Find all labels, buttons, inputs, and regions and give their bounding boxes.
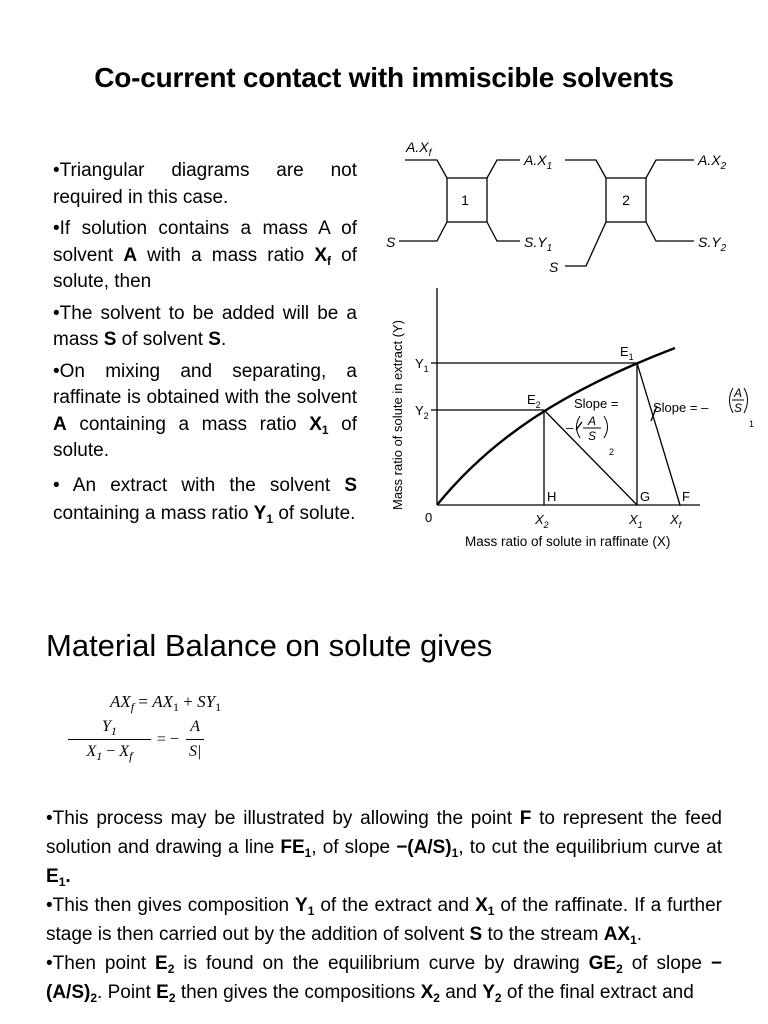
solvent-in-stream bbox=[399, 222, 447, 241]
bullet-text: Triangular diagrams are not required in this case. bbox=[53, 160, 357, 208]
paragraph: •This then gives composition $Y_1$ of the extract and $X_1$ of the raffinate. If a further stage is then carried out by the addition of solvent S to the stream $AX_1$. bbox=[46, 895, 722, 947]
symbol-A: A bbox=[53, 413, 67, 435]
explanation-text bbox=[46, 804, 722, 1007]
slope-2-subscript: 2 bbox=[609, 447, 615, 457]
extract-2-stream bbox=[646, 222, 694, 241]
extract-1-label: $S.Y_1$ bbox=[524, 234, 553, 254]
equation-mass-balance: $AX_f = AX_1 + SY_1$ bbox=[110, 692, 222, 714]
extract-2-label: $S.Y_2$ bbox=[698, 234, 727, 254]
solvent-in-2-label: S bbox=[549, 259, 559, 275]
raffinate-2-label: $A.X_2$ bbox=[698, 152, 727, 172]
symbol-S: S bbox=[208, 329, 221, 350]
feed-to-stage-2 bbox=[565, 160, 606, 178]
bullet-item bbox=[53, 301, 357, 354]
equals-sign: = − bbox=[156, 730, 179, 748]
point-E2-label: $E_2$ bbox=[527, 392, 541, 410]
symbol-X: X bbox=[309, 413, 322, 435]
origin-label: 0 bbox=[425, 510, 433, 525]
slope-2-numerator: A bbox=[588, 414, 597, 428]
x1-tick-label: $X_1$ bbox=[629, 512, 643, 530]
point-G-label: G bbox=[640, 489, 651, 504]
equations-block bbox=[68, 692, 221, 761]
bullet-text: of solvent bbox=[116, 329, 209, 350]
symbol-A: A bbox=[123, 244, 138, 266]
bullet-text: . bbox=[220, 329, 227, 350]
bullet-text: containing a mass ratio bbox=[66, 413, 310, 435]
subscript: f bbox=[327, 253, 332, 268]
bullet-item bbox=[53, 216, 357, 296]
bullet-item bbox=[53, 472, 357, 528]
stage-2-label: 2 bbox=[622, 192, 630, 208]
bullet-item bbox=[53, 359, 357, 465]
bullet-list bbox=[53, 158, 357, 533]
feed-label: $A.X_f$ bbox=[406, 139, 432, 159]
bullet-marker: • bbox=[53, 218, 60, 239]
symbol-S: S bbox=[344, 474, 357, 496]
bullet-marker: • bbox=[53, 474, 60, 496]
x2-tick-label: $X_2$ bbox=[535, 512, 549, 530]
extract-1-stream bbox=[487, 222, 520, 241]
symbol-Y: Y bbox=[253, 502, 267, 524]
slope-2-denominator: S bbox=[588, 429, 597, 443]
y-axis-label: Mass ratio of solute in extract (Y) bbox=[390, 319, 405, 510]
slope-1-label: Slope = – bbox=[653, 400, 709, 415]
line-FE1 bbox=[637, 363, 680, 505]
stage-1-label: 1 bbox=[461, 192, 469, 208]
slope-1-numerator: A bbox=[734, 386, 743, 400]
solvent-in-label: S bbox=[386, 234, 396, 250]
bullet-item bbox=[53, 158, 357, 211]
section-heading: Material Balance on solute gives bbox=[46, 628, 493, 663]
equation-slope bbox=[68, 718, 221, 761]
slope-2-label: Slope = bbox=[574, 396, 619, 411]
paragraph: •This process may be illustrated by allowing the point F to represent the feed solution and drawing a line $FE_1$, of slope $-(A/S)_1$, to cut the equilibrium curve at $E_1$. bbox=[46, 808, 722, 889]
subscript: 1 bbox=[266, 511, 274, 526]
slope-fraction-left: $\frac{Y_1}{X_1 - X_f}$ bbox=[68, 718, 151, 761]
bullet-text: An extract with the solvent bbox=[59, 474, 345, 496]
raffinate-1-stream bbox=[487, 160, 520, 178]
bullet-marker: • bbox=[53, 360, 60, 382]
y2-tick-label: $Y_2$ bbox=[415, 403, 429, 421]
bullet-text: containing a mass ratio bbox=[53, 502, 254, 524]
x-axis-label: Mass ratio of solute in raffinate (X) bbox=[465, 534, 671, 549]
xf-tick-label: $X_f$ bbox=[670, 512, 682, 530]
y1-tick-label: $Y_1$ bbox=[415, 356, 429, 374]
slope-1-denominator: S bbox=[734, 401, 743, 415]
raffinate-2-stream bbox=[646, 160, 694, 178]
point-F-label: F bbox=[682, 489, 690, 504]
cocurrent-diagram bbox=[380, 130, 765, 560]
point-E1-label: $E_1$ bbox=[620, 344, 634, 362]
solvent-in-2-stream bbox=[565, 222, 606, 266]
bullet-marker: • bbox=[53, 160, 60, 181]
bullet-text: of solute. bbox=[53, 413, 357, 461]
point-H-label: H bbox=[547, 489, 557, 504]
slope-fraction-right: $\frac{A}{S|}$ bbox=[185, 718, 205, 761]
bullet-text: of solute. bbox=[273, 502, 356, 524]
symbol-X: X bbox=[314, 244, 328, 266]
slope-2-minus: – bbox=[566, 420, 574, 435]
symbol-S: S bbox=[103, 329, 117, 350]
slope-1-subscript: 1 bbox=[749, 419, 755, 429]
bullet-text: of solute, then bbox=[53, 244, 358, 292]
slide-title: Co-current contact with immiscible solvents bbox=[94, 62, 674, 93]
subscript: 1 bbox=[321, 422, 329, 437]
paragraph: •Then point $E_2$ is found on the equilibrium curve by drawing $GE_2$ of slope $-(A/S)_2$. Point $E_2$ then gives the compositions $X_2$ and $Y_2$ of the final extract and bbox=[46, 953, 722, 1005]
bullet-text: If solution contains a mass A of solvent bbox=[53, 218, 357, 266]
bullet-text: On mixing and separating, a raffinate is obtained with the solvent bbox=[53, 360, 357, 408]
raffinate-1-label: $A.X_1$ bbox=[524, 152, 553, 172]
bullet-marker: • bbox=[53, 302, 60, 324]
feed-stream bbox=[405, 160, 447, 178]
bullet-text: with a mass ratio bbox=[137, 244, 315, 266]
bullet-text: The solvent to be added will be a mass bbox=[53, 302, 357, 350]
